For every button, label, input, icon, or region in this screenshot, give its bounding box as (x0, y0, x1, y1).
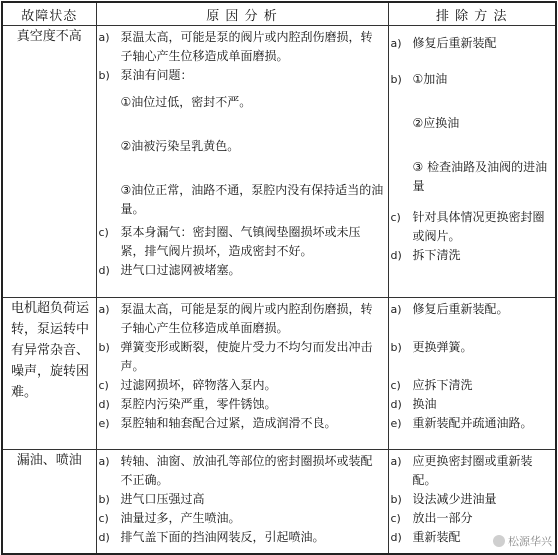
fault-table (1, 1, 557, 555)
list-item: ②应换油 (412, 116, 460, 130)
list-item: b) 进气口压强过高 (98, 492, 205, 506)
list-item: c) 针对具体情况更换密封圈或阀片。 (390, 210, 545, 243)
list-item: d) 排气盖下面的挡油网装反，引起喷油。 (98, 530, 325, 544)
remedy-cell (388, 26, 556, 298)
list-item: d) 重新装配 (390, 530, 461, 544)
list-item: c) 放出一部分 (390, 511, 473, 525)
header-cause-analysis: 原 因 分 析 (96, 2, 388, 26)
fault-state-cell: 电机超负荷运转，泵运转中有异常杂音、噪声，旋转困难。 (2, 298, 96, 450)
list-item: b) 泵油有问题： (98, 68, 193, 82)
list-item: b) 弹簧变形或断裂，使旋片受力不均匀而发出冲击声。 (98, 340, 373, 373)
list-item: b) 设法减少进油量 (390, 492, 497, 506)
list-item: a) 转轴、油窗、放油孔等部位的密封圈损坏或装配不正确。 (98, 454, 373, 487)
header-fault-state: 故障状态 (2, 2, 96, 26)
header-remedy: 排 除 方 法 (388, 2, 556, 26)
watermark-logo-icon (493, 535, 505, 547)
list-item: a) 泵温太高，可能是泵的阀片或内腔刮伤磨损，转子轴心产生位移造成单面磨损。 (98, 30, 373, 63)
list-item: ②油被污染呈乳黄色。 (120, 139, 240, 153)
list-item: e) 重新装配并疏通油路。 (390, 416, 533, 430)
list-item: c) 过滤网损坏，碎物落入泵内。 (98, 378, 277, 392)
list-item: c) 应拆下清洗 (390, 378, 473, 392)
list-item: b) ①加油 (390, 72, 448, 86)
list-item: e) 泵腔轴和轴套配合过紧，造成润滑不良。 (98, 416, 337, 430)
list-item: d) 泵腔内污染严重，零件锈蚀。 (98, 397, 277, 411)
watermark-text: 松源华兴 (508, 535, 552, 548)
cause-cell (96, 26, 388, 298)
list-item: b) 更换弹簧。 (390, 340, 473, 354)
list-item: d) 进气口过滤网被堵塞。 (98, 263, 241, 277)
table-row (2, 298, 556, 450)
list-item: a) 修复后重新装配。 (390, 302, 509, 316)
list-item: a) 应更换密封圈或重新装配。 (390, 454, 533, 487)
list-item: ③ 检查油路及油阀的进油量 (412, 160, 548, 193)
list-item: a) 泵温太高，可能是泵的阀片或内腔刮伤磨损，转子轴心产生位移造成单面磨损。 (98, 302, 373, 335)
table-row (2, 26, 556, 298)
cause-cell (96, 298, 388, 450)
fault-state-cell: 真空度不高 (2, 26, 96, 298)
list-item: ③油位正常，油路不通，泵腔内没有保持适当的油量。 (120, 183, 384, 216)
remedy-cell (388, 298, 556, 450)
list-item: d) 换油 (390, 397, 437, 411)
list-item: c) 泵本身漏气：密封圈、气镇阀垫圈损坏或未压紧，排气阀片损坏，造成密封不好。 (98, 225, 361, 258)
header-row (2, 2, 556, 26)
list-item: ①油位过低，密封不严。 (120, 95, 252, 109)
list-item: c) 油量过多，产生喷油。 (98, 511, 241, 525)
table-row (2, 450, 556, 554)
list-item: d) 拆下清洗 (390, 248, 461, 262)
cause-cell (96, 450, 388, 554)
list-item: a) 修复后重新装配 (390, 36, 497, 50)
fault-state-cell: 漏油、喷油 (2, 450, 96, 554)
watermark (493, 533, 552, 549)
